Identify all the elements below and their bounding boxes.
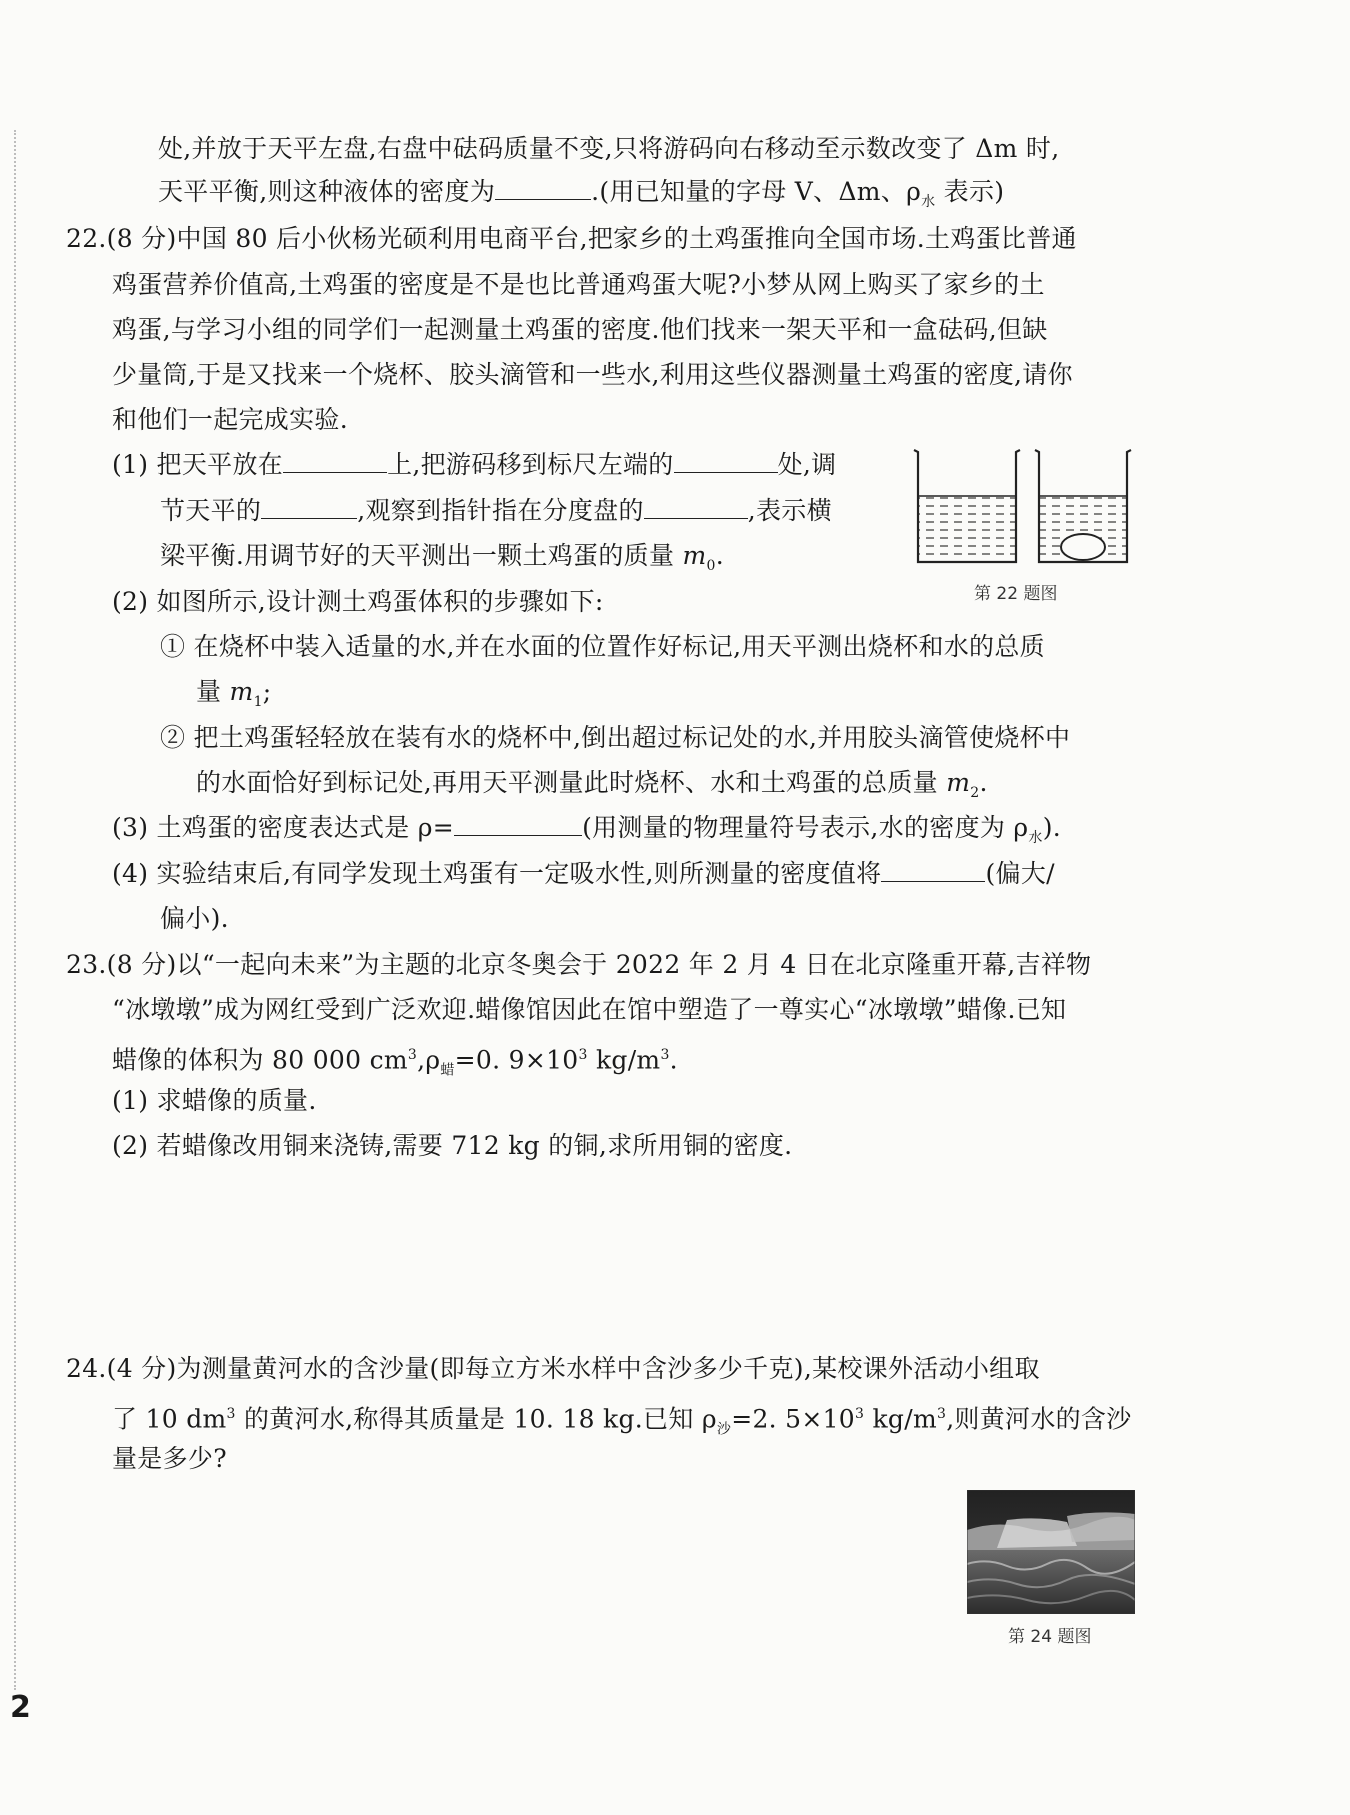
q22-step2-line-1: ② 把土鸡蛋轻轻放在装有水的烧杯中,倒出超过标记处的水,并用胶头滴管使烧杯中 (160, 723, 1071, 752)
q23-line-1: 23.(8 分)以“一起向未来”为主题的北京冬奥会于 2022 年 2 月 4 日在北京隆重开幕,吉祥物 (66, 950, 1092, 979)
binding-dotted-line (14, 130, 16, 1690)
q22-part1-line-2: 节天平的 ,观察到指针指在分度盘的 ,表示横 (160, 496, 832, 525)
q22-part4-line-2: 偏小). (160, 904, 229, 933)
q23-line-2: “冰墩墩”成为网红受到广泛欢迎.蜡像馆因此在馆中塑造了一尊实心“冰墩墩”蜡像.已知 (112, 995, 1067, 1024)
q23-part2: (2) 若蜡像改用铜来浇铸,需要 712 kg 的铜,求所用铜的密度. (112, 1131, 793, 1160)
q22-step1-line-1: ① 在烧杯中装入适量的水,并在水面的位置作好标记,用天平测出烧杯和水的总质 (160, 632, 1045, 661)
q22-part2: (2) 如图所示,设计测土鸡蛋体积的步骤如下: (112, 587, 604, 616)
q21-answer-blank[interactable] (495, 175, 591, 200)
q24-line-3: 量是多少? (112, 1444, 227, 1473)
q22-stem-1: 22.(8 分)中国 80 后小伙杨光硕利用电商平台,把家乡的土鸡蛋推向全国市场.土鸡蛋比普通 (66, 224, 1077, 253)
q22-stem-5: 和他们一起完成实验. (112, 405, 348, 434)
q23-part1: (1) 求蜡像的质量. (112, 1086, 317, 1115)
q24-line-2: 了 10 $dm^3$ 的黄河水,称得其质量是 10. 18 kg.已知 $\rho_沙=2$. $5\times 10^3$ $kg/m^3$,则黄河水的含沙 (112, 1404, 1132, 1438)
q22-part1-line-1: (1) 把天平放在 上,把游码移到标尺左端的 处,调 (112, 450, 837, 479)
q21-line-1: 处,并放于天平左盘,右盘中砝码质量不变,只将游码向右移动至示数改变了 Δm 时, (158, 134, 1060, 163)
q22-blank-2[interactable] (674, 448, 778, 473)
q22-blank-6[interactable] (881, 857, 985, 882)
q24-line-1: 24.(4 分)为测量黄河水的含沙量(即每立方米水样中含沙多少千克),某校课外活动小组取 (66, 1354, 1040, 1383)
q22-part3: (3) 土鸡蛋的密度表达式是 ρ= (用测量的物理量符号表示,水的密度为 $\rho_水$). (112, 813, 1062, 846)
q21-line-2: 天平平衡,则这种液体的密度为 .(用已知量的字母 V、Δm、$\rho_水$ 表示) (158, 177, 1005, 210)
beaker-water-icon (914, 450, 1020, 562)
q22-part4-line-1: (4) 实验结束后,有同学发现土鸡蛋有一定吸水性,则所测量的密度值将 (偏大/ (112, 859, 1055, 888)
q22-step2-line-2: 的水面恰好到标记处,再用天平测量此时烧杯、水和土鸡蛋的总质量 $m_2$. (196, 768, 988, 801)
q24-yellow-river-photo (967, 1490, 1135, 1614)
q22-blank-1[interactable] (283, 448, 387, 473)
beaker-egg-icon (1035, 450, 1131, 562)
page-number: 2 (10, 1690, 31, 1725)
q22-blank-5[interactable] (454, 811, 582, 836)
q22-blank-3[interactable] (261, 494, 357, 519)
q22-stem-3: 鸡蛋,与学习小组的同学们一起测量土鸡蛋的密度.他们找来一架天平和一盒砝码,但缺 (112, 315, 1048, 344)
q22-part1-line-3: 梁平衡.用调节好的天平测出一颗土鸡蛋的质量 $m_0$. (160, 541, 724, 574)
q22-stem-2: 鸡蛋营养价值高,土鸡蛋的密度是不是也比普通鸡蛋大呢?小梦从网上购买了家乡的土 (112, 270, 1045, 299)
q22-stem-4: 少量筒,于是又找来一个烧杯、胶头滴管和一些水,利用这些仪器测量土鸡蛋的密度,请你 (112, 360, 1073, 389)
q22-figure-caption: 第 22 题图 (974, 584, 1058, 604)
q22-beakers-figure (910, 446, 1135, 566)
q24-figure-caption: 第 24 题图 (1008, 1627, 1092, 1647)
q22-blank-4[interactable] (644, 494, 748, 519)
q22-step1-line-2: 量 $m_1$; (196, 677, 272, 710)
q23-line-3: 蜡像的体积为 80 000 $cm^3,\rho_蜡=0$. $9\times 10^3$ $kg/m^3$. (112, 1045, 678, 1079)
